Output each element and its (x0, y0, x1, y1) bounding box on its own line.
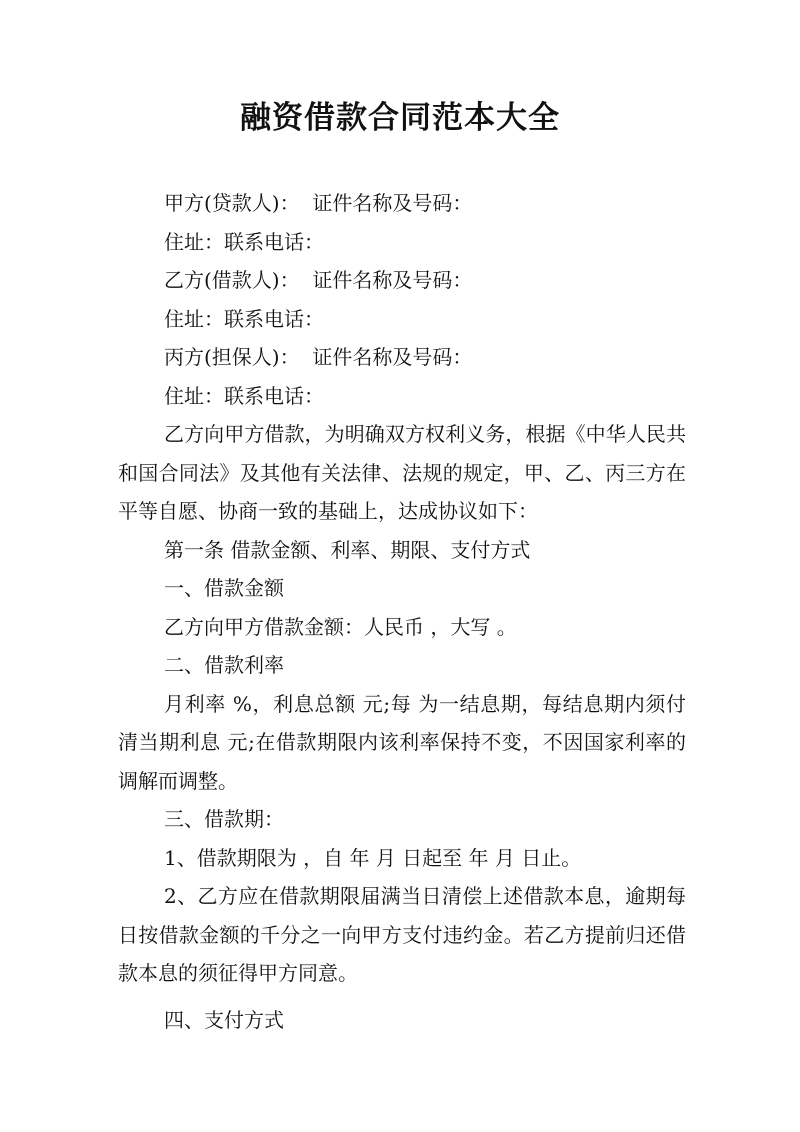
paragraph-interest-rate: 月利率 %，利息总额 元;每 为一结息期，每结息期内须付清当期利息 元;在借款期限内该利率保持不变，不因国家利率的调解而调整。 (118, 691, 686, 793)
paragraph-loan-amount: 乙方向甲方借款金额：人民币 ，大写 。 (164, 614, 517, 639)
paragraph-article-1: 第一条 借款金额、利率、期限、支付方式 (164, 537, 531, 562)
paragraph-loan-term: 1、借款期限为 ，自 年 月 日起至 年 月 日止。 (164, 845, 582, 870)
paragraph-section-3-heading: 三、借款期： (164, 807, 284, 831)
document-body (118, 184, 686, 1039)
paragraph-party-b-address: 住址：联系电话： (164, 306, 324, 331)
paragraph-repayment: 2、乙方应在借款期限届满当日清偿上述借款本息，逾期每日按借款金额的千分之一向甲方支付违约金。若乙方提前归还借款本息的须征得甲方同意。 (118, 884, 686, 985)
paragraph-preamble: 乙方向甲方借款，为明确双方权利义务，根据《中华人民共和国合同法》及其他有关法律、法规的规定，甲、乙、丙三方在平等自愿、协商一致的基础上，达成协议如下： (118, 422, 686, 523)
paragraph-section-2-heading: 二、借款利率 (164, 653, 284, 677)
paragraph-party-a: 甲方(贷款人)： 证件名称及号码： (164, 191, 473, 215)
paragraph-section-1-heading: 一、借款金额 (164, 576, 284, 600)
paragraph-section-4-heading: 四、支付方式 (164, 1007, 284, 1032)
paragraph-party-c: 丙方(担保人)： 证件名称及号码： (164, 345, 473, 369)
paragraph-party-b: 乙方(借款人)： 证件名称及号码： (164, 268, 473, 292)
paragraph-party-a-address: 住址：联系电话： (164, 229, 324, 254)
paragraph-party-c-address: 住址：联系电话： (164, 383, 324, 408)
document-title: 融资借款合同范本大全 (240, 100, 560, 136)
